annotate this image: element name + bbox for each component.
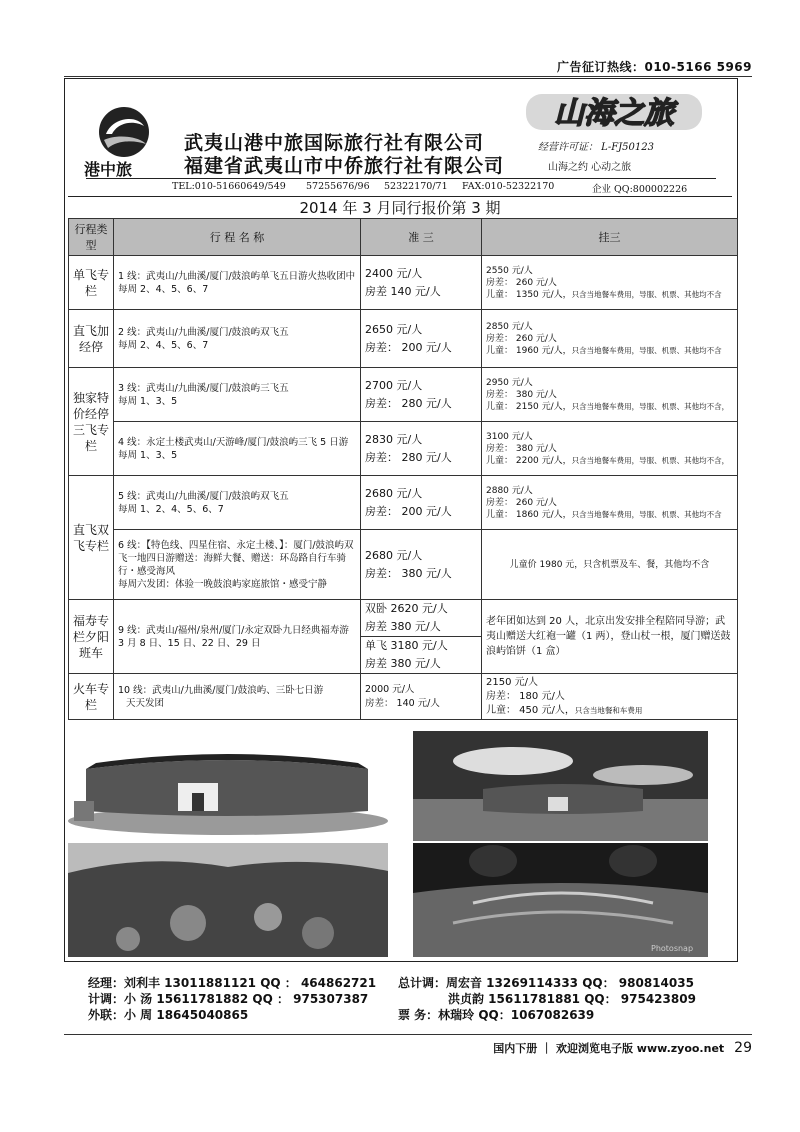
std-price: 2000 元/人 xyxy=(365,683,415,695)
route-schedule: 天天发团 xyxy=(126,697,165,709)
std-price-cell xyxy=(361,368,482,422)
page-title: 2014 年 3 月同行报价第 3 期 xyxy=(68,196,732,220)
slogan: 山海之约 心动之旅 xyxy=(548,162,632,173)
staff-chief: 总计调：周宏音 13269114333 QQ： 980814035 xyxy=(398,976,694,990)
std-price-cell-2 xyxy=(361,637,482,674)
footer-text: 国内下册 ｜ 欢迎浏览电子版 www.zyoo.net xyxy=(493,1042,725,1055)
price-note: 只含当地餐车费用，导服、机票、其他均不含 xyxy=(571,345,722,355)
premium-price-cell xyxy=(482,256,738,310)
photo-watermark: Photosnap xyxy=(651,944,694,953)
photo-gallery xyxy=(68,731,738,957)
col-standard: 准 三 xyxy=(361,219,482,256)
tulou-photo-1 xyxy=(68,731,393,841)
route-name: 6 线：【特色线、四星住宿、永定土楼、】：厦门/鼓浪屿双飞一地四日游赠送：海鲜大餐、赠送：环岛路自行车骑行・感受海风 xyxy=(118,539,354,577)
std-price-cell xyxy=(361,600,482,637)
std-price: 2650 元/人 xyxy=(365,322,423,336)
route-schedule: 每周六发团：体验一晚鼓浪屿家庭旅馆・感受宁静 xyxy=(118,578,328,590)
std-price-cell xyxy=(361,674,482,720)
contact-tel: TEL:010-51660649/549 xyxy=(172,181,286,192)
price-note: 只含当地餐和车费用 xyxy=(574,705,643,715)
premium-price: 2550 元/人 xyxy=(486,265,533,276)
route-schedule: 每周 2、4、5、6、7 xyxy=(118,339,209,351)
staff-hong: 洪贞韵 15611781881 QQ： 975423809 xyxy=(448,992,696,1006)
premium-room-diff: 房差： 380 元/人 xyxy=(486,389,557,400)
premium-price-cell: 老年团如达到 20 人，北京出发安排全程陪同导游；武夷山赠送大红袍一罐（1 两），登山杖一根，厦门赠送鼓浪屿馅饼（1 盒） xyxy=(482,600,738,674)
contact-qq: 企业 QQ:800002226 xyxy=(592,184,688,195)
route-cell xyxy=(114,476,361,530)
tulou-interior-photo xyxy=(413,843,708,957)
std-room-diff: 房差： 280 元/人 xyxy=(365,450,452,464)
brand-title xyxy=(520,90,710,134)
route-cell xyxy=(114,256,361,310)
route-name: 5 线：武夷山/九曲溪/厦门/鼓浪屿双飞五 xyxy=(118,490,289,502)
staff-ticket: 票 务：林瑞玲 QQ：1067082639 xyxy=(398,1008,595,1022)
type-cell: 独家特价经停三飞专栏 xyxy=(69,368,114,476)
route-name: 2 线：武夷山/九曲溪/厦门/鼓浪屿双飞五 xyxy=(118,326,289,338)
std-room-diff: 房差： 280 元/人 xyxy=(365,396,452,410)
premium-room-diff: 房差： 260 元/人 xyxy=(486,277,557,288)
route-name: 4 线：永定土楼武夷山/天游峰/厦门/鼓浪屿三飞 5 日游 xyxy=(118,436,349,448)
child-price: 儿童： 450 元/人， xyxy=(486,704,575,716)
child-price: 儿童： 1350 元/人， xyxy=(486,289,572,300)
std-price-cell xyxy=(361,476,482,530)
premium-price-cell xyxy=(482,476,738,530)
premium-room-diff: 房差： 380 元/人 xyxy=(486,443,557,454)
child-price: 儿童： 1960 元/人， xyxy=(486,345,572,356)
staff-external: 外联：小 周 18645040865 xyxy=(88,1008,249,1022)
std-price: 2680 元/人 xyxy=(365,548,423,562)
top-rule xyxy=(64,76,752,77)
route-cell xyxy=(114,530,361,600)
ad-hotline: 广告征订热线：010-5166 5969 xyxy=(556,60,752,74)
price-table xyxy=(68,218,738,720)
table-row xyxy=(69,476,738,530)
route-cell xyxy=(114,368,361,422)
route-cell xyxy=(114,422,361,476)
table-row xyxy=(69,674,738,720)
table-row xyxy=(69,600,738,637)
premium-room-diff: 房差： 260 元/人 xyxy=(486,333,557,344)
std-room-diff-2: 房差 380 元/人 xyxy=(365,657,441,670)
page-number: 29 xyxy=(734,1040,752,1056)
premium-price-cell xyxy=(482,674,738,720)
std-price-cell xyxy=(361,422,482,476)
col-route: 行 程 名 称 xyxy=(114,219,361,256)
price-note: 只含当地餐车费用，导服、机票、其他均不含， xyxy=(571,401,730,411)
std-price: 2680 元/人 xyxy=(365,486,423,500)
route-schedule: 3 月 8 日、15 日、22 日、29 日 xyxy=(118,637,261,649)
price-note: 只含当地餐车费用，导服、机票、其他均不含， xyxy=(571,455,730,465)
std-price: 2400 元/人 xyxy=(365,266,423,280)
std-room-diff: 房差 140 元/人 xyxy=(365,284,441,298)
child-price: 儿童： 1860 元/人， xyxy=(486,509,572,520)
staff-manager: 经理：刘利丰 13011881121 QQ ： 464862721 xyxy=(88,976,377,990)
tulou-village-photo xyxy=(68,843,388,957)
premium-price: 3100 元/人 xyxy=(486,431,533,442)
type-cell: 福寿专栏夕阳班车 xyxy=(69,600,114,674)
std-room-diff: 房差 380 元/人 xyxy=(365,620,441,633)
child-price: 儿童： 2200 元/人， xyxy=(486,455,572,466)
bottom-rule xyxy=(64,1034,752,1035)
premium-price: 2150 元/人 xyxy=(486,676,538,688)
premium-price-cell xyxy=(482,422,738,476)
type-cell: 火车专栏 xyxy=(69,674,114,720)
logo-text: 港中旅 xyxy=(84,160,133,179)
std-price: 2700 元/人 xyxy=(365,378,423,392)
std-price-cell xyxy=(361,256,482,310)
route-name: 9 线：武夷山/福州/泉州/厦门/永定双卧九日经典福寿游 xyxy=(118,624,349,636)
premium-price: 2880 元/人 xyxy=(486,485,533,496)
std-room-diff: 房差： 380 元/人 xyxy=(365,566,452,580)
col-premium: 挂三 xyxy=(482,219,738,256)
std-price-cell xyxy=(361,530,482,600)
price-note: 只含当地餐车费用，导服、机票、其他均不含 xyxy=(571,509,722,519)
table-row xyxy=(69,310,738,368)
table-row xyxy=(69,422,738,476)
std-price: 双卧 2620 元/人 xyxy=(365,602,448,615)
col-type: 行程类型 xyxy=(69,219,114,256)
route-name: 10 线：武夷山/九曲溪/厦门/鼓浪屿、三卧七日游 xyxy=(118,684,324,696)
brand-text: 山海之旅 xyxy=(554,96,674,131)
std-price: 2830 元/人 xyxy=(365,432,423,446)
route-schedule: 每周 1、2、4、5、6、7 xyxy=(118,503,224,515)
premium-price-cell xyxy=(482,310,738,368)
route-schedule: 每周 2、4、5、6、7 xyxy=(118,283,209,295)
std-room-diff: 房差： 140 元/人 xyxy=(365,697,440,709)
route-cell xyxy=(114,674,361,720)
route-schedule: 每周 1、3、5 xyxy=(118,449,178,461)
type-cell: 直飞双飞专栏 xyxy=(69,476,114,600)
type-cell: 单飞专栏 xyxy=(69,256,114,310)
child-price: 儿童： 2150 元/人， xyxy=(486,401,572,412)
table-row xyxy=(69,530,738,600)
type-cell: 直飞加经停 xyxy=(69,310,114,368)
contact-tel3: 52322170/71 xyxy=(384,181,448,192)
contact-bar xyxy=(86,178,716,195)
std-price-cell xyxy=(361,310,482,368)
contact-tel2: 57255676/96 xyxy=(306,181,370,192)
table-row xyxy=(69,368,738,422)
premium-price-cell: 儿童价 1980 元，只含机票及车、餐，其他均不含 xyxy=(482,530,738,600)
premium-room-diff: 房差： 260 元/人 xyxy=(486,497,557,508)
std-price-2: 单飞 3180 元/人 xyxy=(365,639,448,652)
premium-room-diff: 房差： 180 元/人 xyxy=(486,690,565,702)
license-number: 经营许可证： L-FJ50123 xyxy=(538,142,654,153)
route-cell xyxy=(114,310,361,368)
route-name: 1 线：武夷山/九曲溪/厦门/鼓浪屿单飞五日游火热收团中 xyxy=(118,270,356,282)
std-room-diff: 房差： 200 元/人 xyxy=(365,340,452,354)
company-name-2: 福建省武夷山市中侨旅行社有限公司 xyxy=(184,155,505,177)
premium-price-cell xyxy=(482,368,738,422)
contact-fax: FAX:010-52322170 xyxy=(462,181,555,192)
page-footer xyxy=(493,1040,752,1056)
staff-planner: 计调：小 汤 15611781882 QQ ： 975307387 xyxy=(88,992,369,1006)
company-name-1: 武夷山港中旅国际旅行社有限公司 xyxy=(184,132,485,154)
route-name: 3 线：武夷山/九曲溪/厦门/鼓浪屿三飞五 xyxy=(118,382,289,394)
route-cell xyxy=(114,600,361,674)
table-header-row xyxy=(69,219,738,256)
premium-price: 2850 元/人 xyxy=(486,321,533,332)
premium-price: 2950 元/人 xyxy=(486,377,533,388)
price-note: 只含当地餐车费用，导服、机票、其他均不含 xyxy=(571,289,722,299)
table-row xyxy=(69,256,738,310)
std-room-diff: 房差： 200 元/人 xyxy=(365,504,452,518)
route-schedule: 每周 1、3、5 xyxy=(118,395,178,407)
